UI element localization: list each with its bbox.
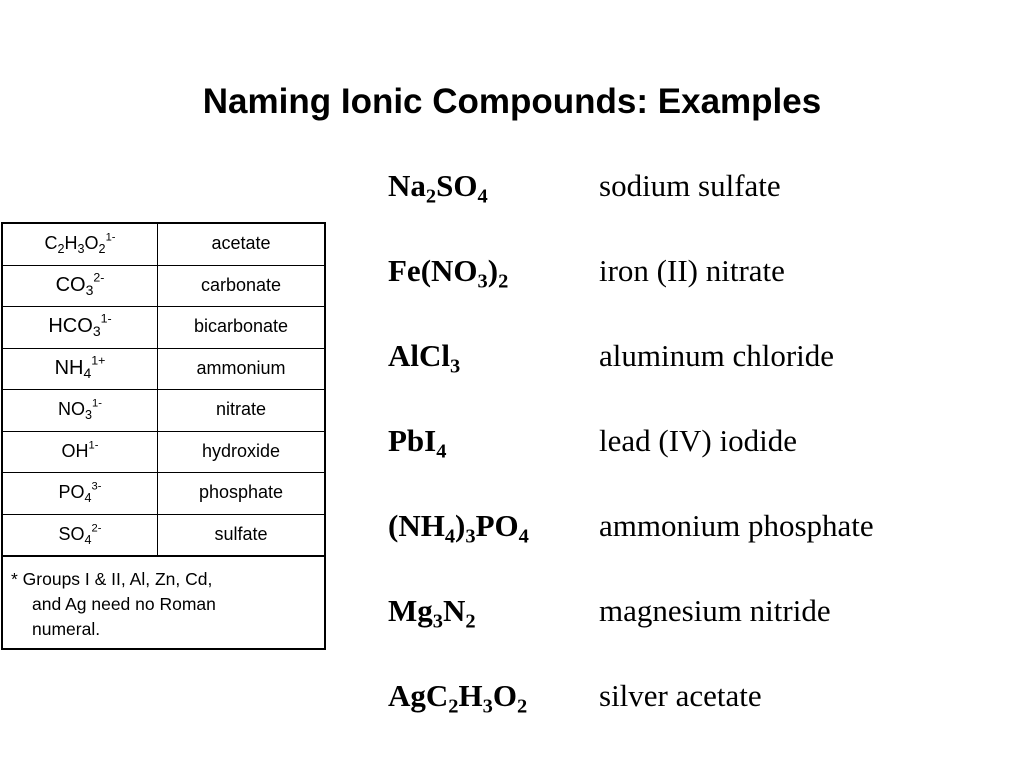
polyatomic-ion-table xyxy=(1,222,326,650)
formula-subscript: 3 xyxy=(465,525,476,548)
ion-name: carbonate xyxy=(200,274,282,295)
formula-subscript: 3 xyxy=(85,281,94,298)
formula-text: N xyxy=(442,593,466,628)
formula-subscript: 3 xyxy=(482,695,493,718)
formula-subscript: 4 xyxy=(84,532,92,547)
formula-subscript: 2 xyxy=(57,241,65,256)
compound-example xyxy=(388,251,1018,336)
compound-example xyxy=(388,591,1018,676)
ion-name: hydroxide xyxy=(201,440,281,461)
formula-subscript: 4 xyxy=(84,490,92,505)
formula-subscript: 4 xyxy=(444,525,456,548)
ion-table-row xyxy=(3,307,324,349)
compound-formula xyxy=(388,676,527,716)
ion-table-row xyxy=(3,390,324,432)
formula-text: SO xyxy=(58,523,85,544)
formula-text: PO xyxy=(58,482,85,502)
ion-name: nitrate xyxy=(215,399,267,419)
formula-subscript: 4 xyxy=(436,440,447,463)
formula-superscript: 3- xyxy=(91,480,102,493)
compound-formula xyxy=(388,591,476,631)
ion-table-row xyxy=(3,515,324,557)
formula-subscript: 3 xyxy=(432,610,443,633)
ion-table-row xyxy=(3,432,324,474)
formula-subscript: 3 xyxy=(477,270,488,293)
compound-formula xyxy=(388,336,460,376)
formula-text: OH xyxy=(61,440,89,461)
compound-examples-list xyxy=(388,166,1018,761)
formula-superscript: 2- xyxy=(91,522,102,535)
formula-text: AgC xyxy=(388,678,449,713)
compound-example xyxy=(388,421,1018,506)
formula-text: Fe(NO xyxy=(388,253,478,288)
formula-superscript: 2- xyxy=(93,270,105,285)
formula-superscript: 1- xyxy=(105,231,116,244)
formula-text: PbI xyxy=(388,423,437,458)
ion-formula xyxy=(3,349,158,390)
formula-text: (NH xyxy=(388,508,445,543)
compound-formula xyxy=(388,506,529,546)
compound-name: magnesium nitride xyxy=(599,593,831,628)
footnote-line: and Ag need no Roman xyxy=(32,594,216,614)
formula-superscript: 1- xyxy=(100,311,112,326)
footnote-line: numeral. xyxy=(32,619,101,639)
ion-name: ammonium xyxy=(196,357,286,378)
formula-subscript: 4 xyxy=(477,185,488,208)
formula-text: SO xyxy=(436,168,478,203)
compound-formula xyxy=(388,251,508,291)
formula-subscript: 2 xyxy=(448,695,459,718)
ion-table-row xyxy=(3,349,324,391)
compound-name: iron (II) nitrate xyxy=(599,253,785,288)
table-footnote xyxy=(3,556,324,648)
ion-formula xyxy=(3,432,158,473)
formula-text: O xyxy=(492,678,517,713)
ion-formula xyxy=(3,473,158,514)
formula-text: NH xyxy=(54,356,84,379)
compound-example xyxy=(388,336,1018,421)
compound-name: silver acetate xyxy=(599,678,762,713)
compound-example xyxy=(388,676,1018,761)
formula-text: HCO xyxy=(48,315,93,337)
formula-subscript: 2 xyxy=(516,695,528,718)
formula-subscript: 4 xyxy=(83,364,92,381)
ion-name: phosphate xyxy=(198,482,284,502)
formula-superscript: 1+ xyxy=(91,353,106,368)
formula-text: H xyxy=(64,233,78,253)
formula-subscript: 2 xyxy=(498,270,509,293)
compound-name: sodium sulfate xyxy=(599,168,781,203)
formula-subscript: 3 xyxy=(77,241,85,256)
formula-text: PO xyxy=(475,508,519,543)
formula-subscript: 3 xyxy=(92,323,101,340)
compound-example xyxy=(388,506,1018,591)
compound-formula xyxy=(388,421,446,461)
formula-text: CO xyxy=(55,273,86,296)
ion-formula xyxy=(3,515,158,556)
compound-name: aluminum chloride xyxy=(599,338,835,373)
ion-table-rows xyxy=(3,224,324,556)
formula-superscript: 1- xyxy=(88,439,99,452)
formula-subscript: 2 xyxy=(425,185,437,208)
formula-text: Na xyxy=(388,168,426,203)
formula-subscript: 2 xyxy=(465,610,476,633)
ion-table-row xyxy=(3,473,324,515)
formula-text: H xyxy=(458,678,483,713)
formula-text: ) xyxy=(455,508,466,543)
formula-text: NO xyxy=(58,399,86,419)
ion-name: acetate xyxy=(211,233,271,253)
formula-subscript: 3 xyxy=(450,355,461,378)
ion-formula xyxy=(3,307,158,348)
formula-text: O xyxy=(84,233,99,253)
slide-title: Naming Ionic Compounds: Examples xyxy=(202,82,822,121)
compound-example xyxy=(388,166,1018,251)
formula-subscript: 4 xyxy=(518,525,529,548)
formula-text: AlCl xyxy=(388,338,450,373)
ion-formula xyxy=(3,266,158,307)
formula-text: Mg xyxy=(388,593,433,628)
ion-table-row xyxy=(3,224,324,266)
formula-text: ) xyxy=(487,253,499,288)
ion-formula xyxy=(3,390,158,431)
ion-table-row xyxy=(3,266,324,308)
ion-formula xyxy=(3,224,158,265)
formula-subscript: 2 xyxy=(98,241,106,256)
footnote-line: * Groups I & II, Al, Zn, Cd, xyxy=(11,569,213,589)
formula-text: C xyxy=(44,233,58,253)
compound-name: lead (IV) iodide xyxy=(599,423,797,458)
ion-name: bicarbonate xyxy=(193,316,289,336)
formula-superscript: 1- xyxy=(92,397,102,410)
formula-subscript: 3 xyxy=(85,407,93,422)
compound-name: ammonium phosphate xyxy=(599,508,874,543)
compound-formula xyxy=(388,166,488,206)
ion-name: sulfate xyxy=(214,523,268,544)
